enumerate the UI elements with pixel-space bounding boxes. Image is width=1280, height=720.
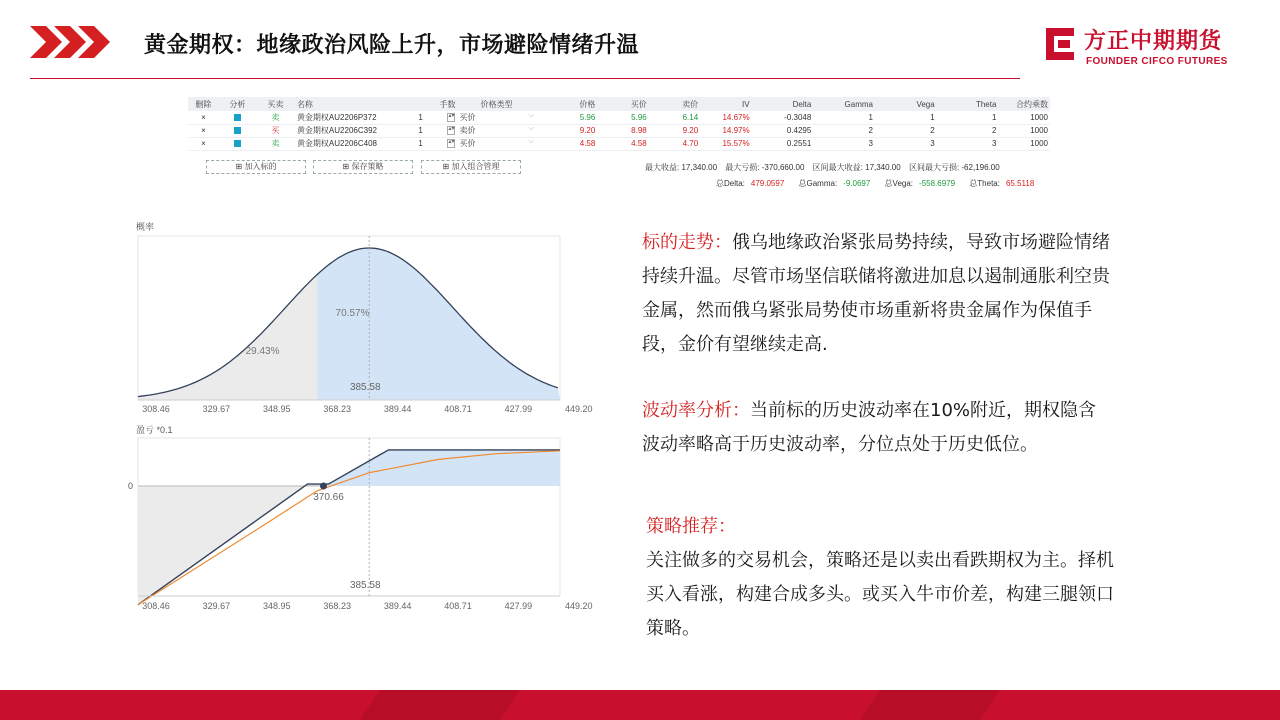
chart1-left-area-label: 29.43% — [245, 346, 280, 357]
page-title: 黄金期权：地缘政治风险上升，市场避险情绪升温 — [144, 33, 640, 58]
chevron-down-icon: ⌵ — [528, 138, 534, 145]
price-cell: 9.20 — [536, 124, 598, 137]
price-type-value: 买价 — [459, 139, 476, 148]
add-underlying-button[interactable]: ⊞ 加入标的 — [206, 160, 306, 174]
chevron-down-icon: ⌵ — [528, 111, 534, 119]
price-cell: 5.96 — [536, 111, 598, 124]
delta-cell: -0.3048 — [752, 111, 814, 124]
header-divider — [30, 78, 1020, 79]
delta-cell: 0.2551 — [752, 137, 814, 150]
founder-logo-icon — [1038, 24, 1078, 64]
total-theta-label: 总Theta: — [969, 179, 1000, 188]
theta-cell: 1 — [937, 111, 999, 124]
option-strategy-table — [188, 97, 1050, 151]
col-price-type: 价格类型 — [457, 97, 535, 111]
chart2-x-tick: 389.44 — [383, 601, 412, 611]
ask-cell: 6.14 — [649, 111, 700, 124]
analysis-checkbox[interactable] — [234, 140, 241, 147]
chart1-x-tick: 449.20 — [565, 404, 593, 414]
chart2-ylabel: 盈亏 *0.1 — [136, 425, 173, 435]
chart2-x-tick: 308.46 — [142, 601, 170, 611]
theta-cell: 3 — [937, 137, 999, 150]
total-gamma: -9.0697 — [843, 179, 871, 188]
col-analysis: 分析 — [219, 97, 256, 111]
price-type-value: 买价 — [459, 112, 476, 122]
greeks-stats — [716, 178, 1040, 189]
chevron-down-icon: ⌵ — [528, 125, 534, 132]
range-max-profit: 区间最大收益: 17,340.00 — [812, 163, 901, 172]
brand-logo — [1038, 22, 1258, 72]
chart2-marker-label: 385.58 — [349, 580, 381, 591]
total-delta: 479.0597 — [750, 179, 785, 188]
analysis-checkbox[interactable] — [234, 127, 241, 134]
gamma-cell: 3 — [813, 137, 875, 150]
volatility-heading: 波动率分析： — [642, 400, 750, 421]
trend-heading: 标的走势： — [642, 232, 732, 253]
qty-stepper[interactable]: ▴▾ — [447, 139, 455, 148]
col-gamma: Gamma — [813, 97, 875, 111]
strategy-body: 关注做多的交易机会，策略还是以卖出看跌期权为主。择机买入看涨，构建合成多头。或买入牛市价差，构建三腿领口策略。 — [646, 550, 1114, 639]
gamma-cell: 1 — [813, 111, 875, 124]
bid-cell: 8.98 — [597, 124, 648, 137]
bid-cell: 4.58 — [597, 137, 648, 150]
col-multiplier: 合约乘数 — [998, 97, 1050, 111]
col-delta: Delta — [752, 97, 814, 111]
price-type-value: 卖价 — [459, 126, 476, 135]
chart1-x-tick: 368.23 — [323, 404, 351, 414]
col-qty: 手数 — [416, 97, 457, 111]
footer-band — [0, 690, 1280, 720]
name-cell: 黄金期权AU2206C408 — [295, 137, 416, 150]
chart1-x-tick: 329.67 — [202, 404, 231, 414]
range-max-loss: 区间最大亏损: -62,196.00 — [908, 163, 1000, 172]
chart2-x-tick: 368.23 — [323, 601, 351, 611]
side-cell[interactable]: 卖 — [256, 111, 295, 124]
chart2-x-tick: 348.95 — [263, 601, 291, 611]
chart2-x-tick: 329.67 — [202, 601, 231, 611]
analysis-checkbox[interactable] — [234, 114, 241, 121]
vega-cell: 1 — [875, 111, 937, 124]
ask-cell: 4.70 — [649, 137, 700, 150]
max-profit: 最大收益: 17,340.00 — [645, 163, 718, 172]
iv-cell: 15.57% — [700, 137, 751, 150]
delete-icon[interactable]: × — [188, 111, 219, 124]
chart2-x-tick: 408.71 — [444, 601, 472, 611]
chart2-x-tick: 427.99 — [504, 601, 533, 611]
chart1-x-tick: 408.71 — [444, 404, 472, 414]
name-cell: 黄金期权AU2206P372 — [295, 111, 416, 124]
probability-pnl-charts — [128, 218, 593, 618]
col-delete: 删除 — [188, 97, 219, 111]
multiplier-cell: 1000 — [998, 137, 1050, 150]
delete-icon[interactable]: × — [188, 137, 219, 150]
qty-value[interactable]: 1 — [418, 112, 423, 122]
charts-panel — [128, 218, 593, 618]
qty-stepper[interactable]: ▴▾ — [447, 126, 455, 135]
price-type-select[interactable] — [457, 124, 535, 137]
price-cell: 4.58 — [536, 137, 598, 150]
delta-cell: 0.4295 — [752, 124, 814, 137]
qty-stepper[interactable]: ▴▾ — [447, 113, 455, 122]
trend-body: 俄乌地缘政治紧张局势持续，导致市场避险情绪持续升温。尽管市场坚信联储将激进加息以遏制通胀利空贵金属，然而俄乌紧张局势使市场重新将贵金属作为保值手段，金价有望继续走高. — [642, 232, 1110, 355]
trend-paragraph — [642, 226, 1112, 362]
strategy-heading-text: 策略推荐： — [646, 516, 736, 537]
col-vega: Vega — [875, 97, 937, 111]
brand-name-cn: 方正中期期货 — [1084, 29, 1223, 54]
price-type-select[interactable] — [457, 137, 535, 150]
multiplier-cell: 1000 — [998, 111, 1050, 124]
chart1-right-area-label: 70.57% — [335, 308, 370, 319]
col-ask: 卖价 — [649, 97, 700, 111]
chart1-ylabel: 概率 — [136, 222, 155, 232]
chart2-breakeven-point — [320, 483, 327, 490]
table-row — [188, 124, 1050, 137]
iv-cell: 14.67% — [700, 111, 751, 124]
iv-cell: 14.97% — [700, 124, 751, 137]
qty-value[interactable]: 1 — [418, 139, 423, 148]
chart2-breakeven-label: 370.66 — [313, 492, 344, 503]
brand-name-en: FOUNDER CIFCO FUTURES — [1086, 56, 1228, 67]
name-cell: 黄金期权AU2206C392 — [295, 124, 416, 137]
table-row — [188, 137, 1050, 150]
col-iv: IV — [700, 97, 751, 111]
side-cell[interactable]: 卖 — [256, 137, 295, 150]
total-delta-label: 总Delta: — [716, 179, 745, 188]
max-profit-stats — [645, 162, 1006, 173]
vega-cell: 3 — [875, 137, 937, 150]
chart1-marker-label: 385.58 — [349, 382, 381, 393]
total-vega: -558.6979 — [919, 179, 956, 188]
volatility-paragraph — [642, 394, 1112, 462]
delete-icon[interactable]: × — [188, 124, 219, 137]
chart2-zero-label: 0 — [128, 481, 134, 491]
col-theta: Theta — [937, 97, 999, 111]
strategy-heading — [646, 510, 1116, 544]
total-theta: 65.5118 — [1005, 179, 1035, 188]
volatility-body: 当前标的历史波动率在10%附近，期权隐含波动率略高于历史波动率，分位点处于历史低位。 — [642, 400, 1097, 455]
save-strategy-button[interactable]: ⊞ 保存策略 — [313, 160, 413, 174]
chart1-x-tick: 389.44 — [383, 404, 412, 414]
table-row — [188, 111, 1050, 124]
multiplier-cell: 1000 — [998, 124, 1050, 137]
gamma-cell: 2 — [813, 124, 875, 137]
chart2-x-tick: 449.20 — [565, 601, 593, 611]
strategy-paragraph — [646, 544, 1116, 646]
ask-cell: 9.20 — [649, 124, 700, 137]
col-name: 名称 — [295, 97, 416, 111]
chart1-x-tick: 348.95 — [263, 404, 291, 414]
add-portfolio-button[interactable]: ⊞ 加入组合管理 — [421, 160, 521, 174]
col-bid: 买价 — [597, 97, 648, 111]
chart1-x-tick: 308.46 — [142, 404, 170, 414]
total-gamma-label: 总Gamma: — [798, 179, 838, 188]
chevron-arrows-icon — [30, 26, 112, 58]
side-cell[interactable]: 买 — [256, 124, 295, 137]
qty-value[interactable]: 1 — [418, 126, 423, 135]
col-side: 买卖 — [256, 97, 295, 111]
bid-cell: 5.96 — [597, 111, 648, 124]
col-price: 价格 — [536, 97, 598, 111]
chart1-x-tick: 427.99 — [504, 404, 533, 414]
max-loss: 最大亏损: -370,660.00 — [725, 163, 805, 172]
price-type-select[interactable] — [457, 111, 535, 124]
theta-cell: 2 — [937, 124, 999, 137]
vega-cell: 2 — [875, 124, 937, 137]
table-header-row — [188, 97, 1050, 111]
total-vega-label: 总Vega: — [884, 179, 914, 188]
